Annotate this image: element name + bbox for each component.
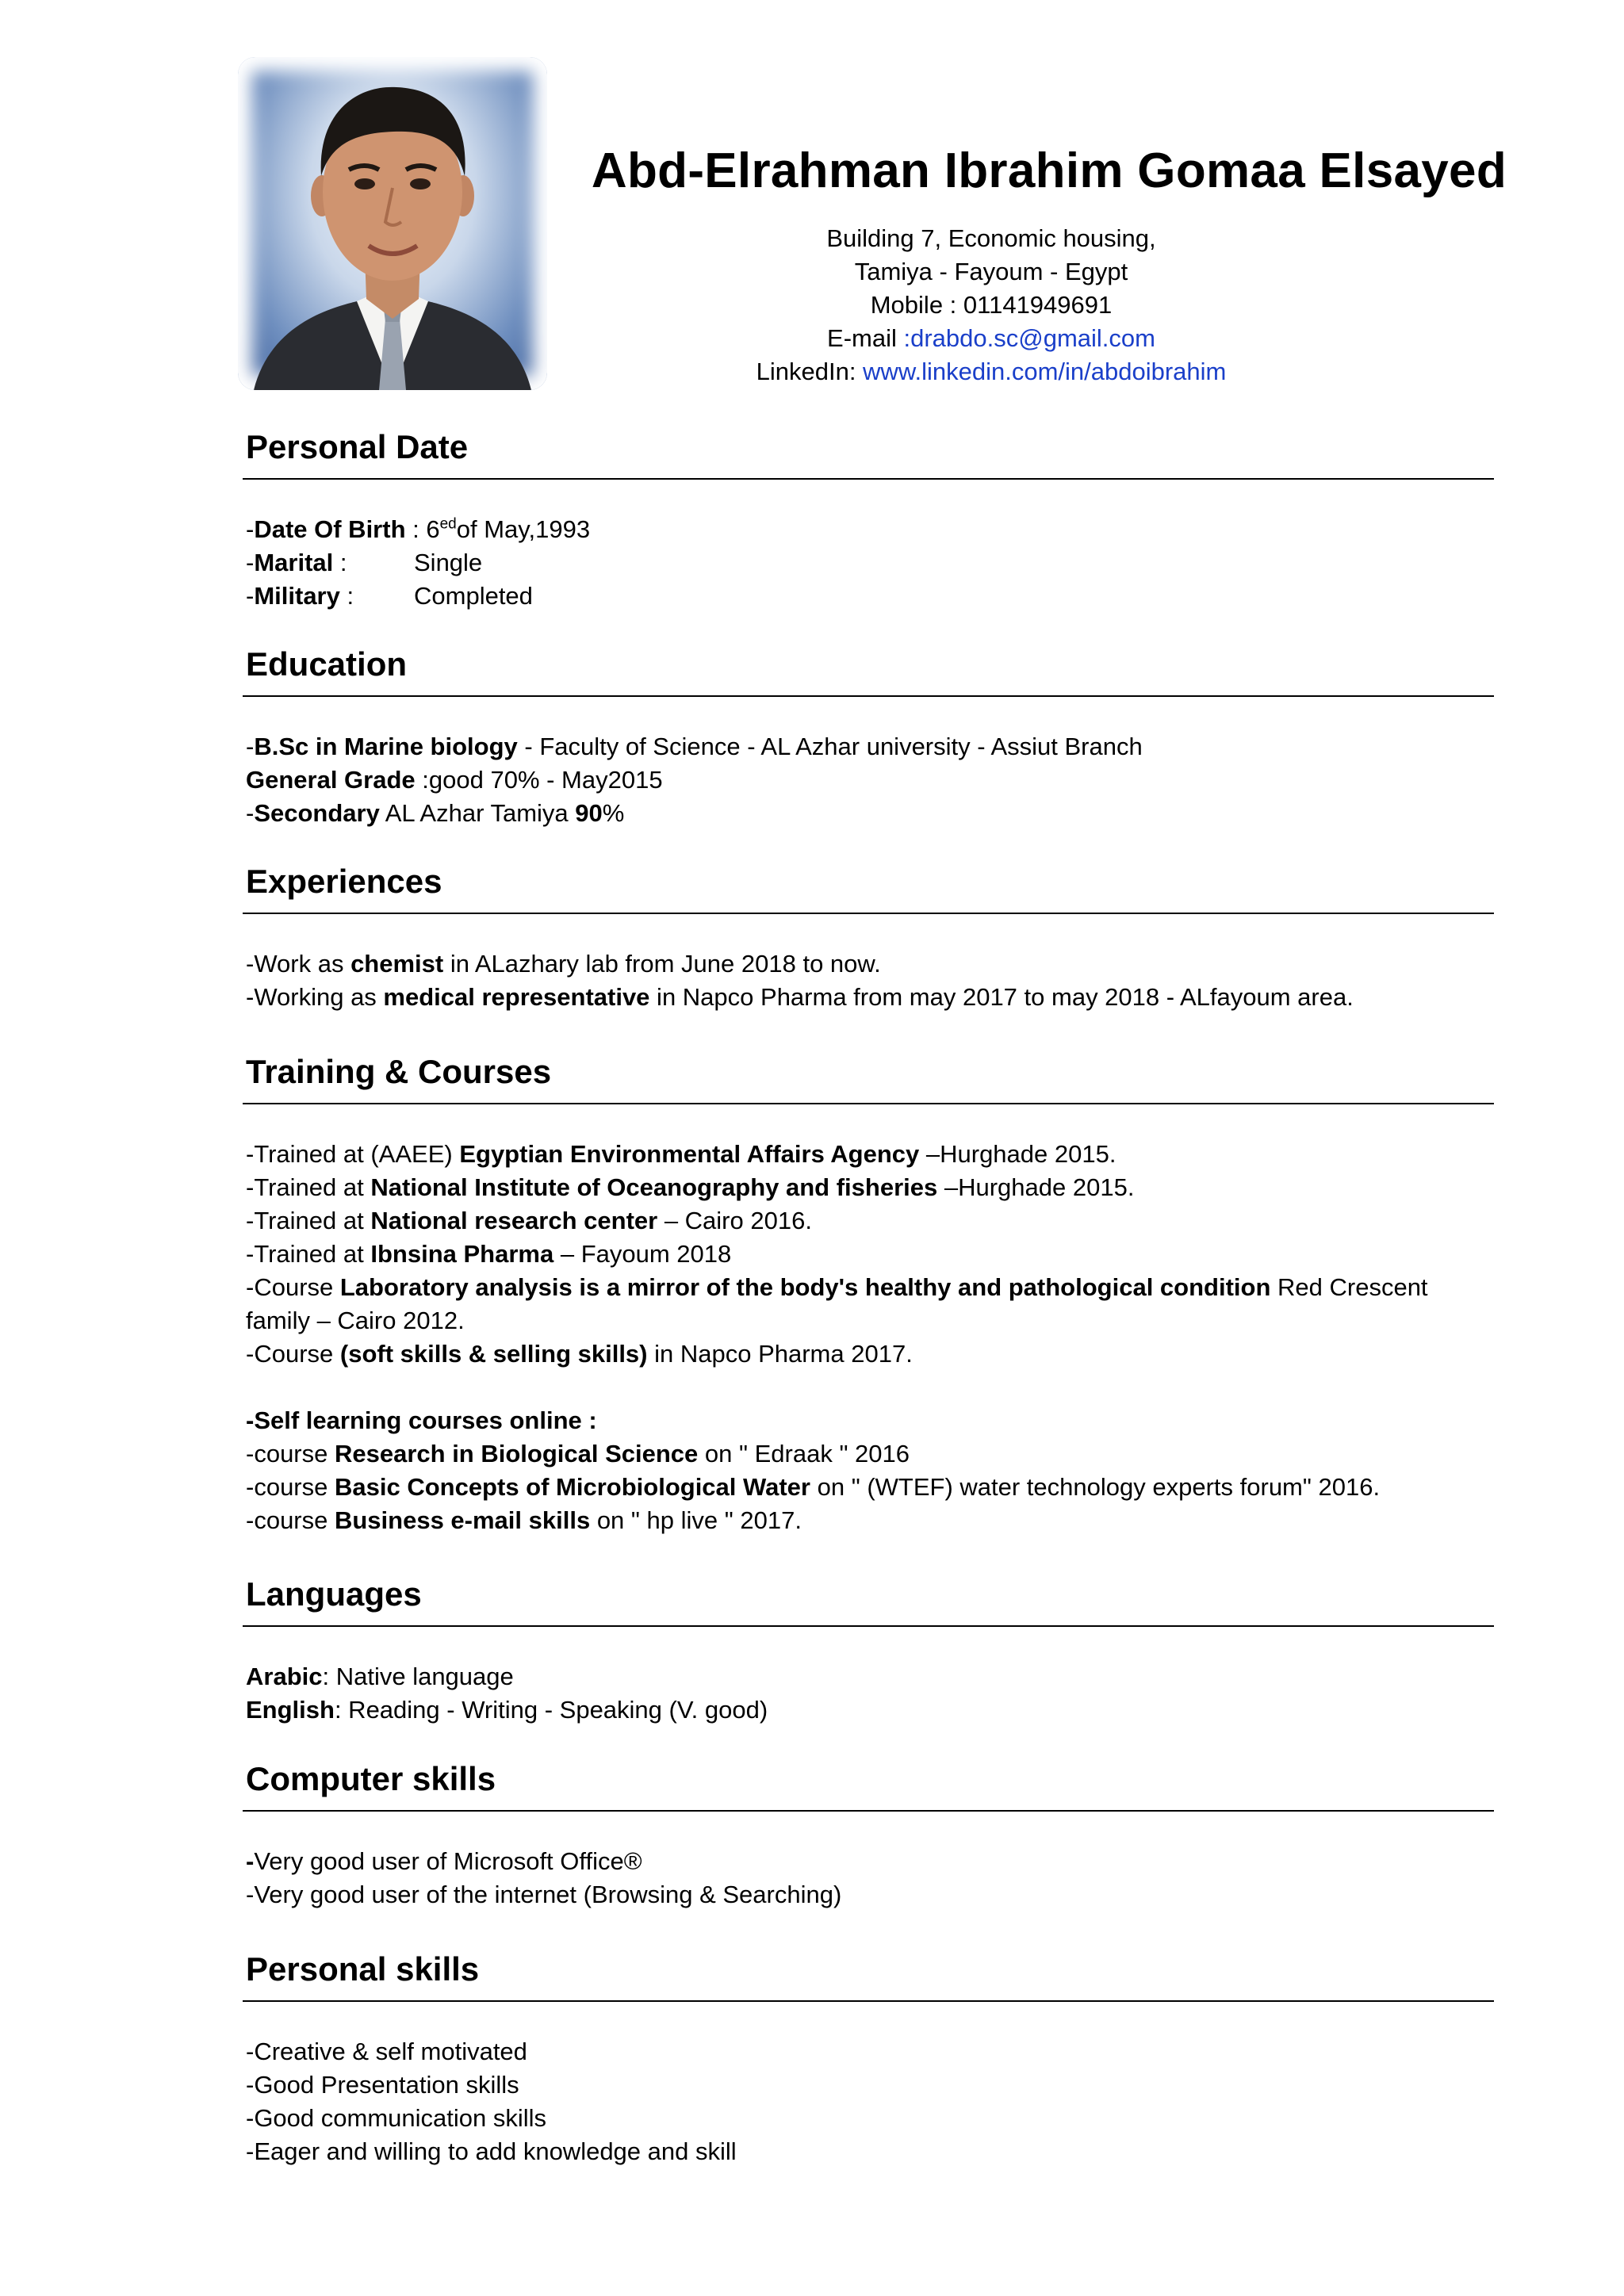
linkedin-label: LinkedIn: bbox=[756, 358, 864, 385]
section-divider bbox=[243, 913, 1494, 914]
training-detail: –Hurghade 2015. bbox=[919, 1140, 1116, 1168]
personal-skill-item: -Good communication skills bbox=[246, 2104, 547, 2132]
bullet: - bbox=[246, 582, 255, 610]
section-body bbox=[243, 1845, 1494, 1911]
section-experiences bbox=[243, 857, 1494, 1014]
section-divider bbox=[243, 1103, 1494, 1104]
training-detail: Red Crescent family – Cairo 2012. bbox=[246, 1273, 1428, 1334]
course-name: Business e-mail skills bbox=[334, 1506, 591, 1534]
course-prefix: -course bbox=[246, 1440, 335, 1468]
section-personal-skills bbox=[243, 1945, 1494, 2168]
course-detail: on " hp live " 2017. bbox=[590, 1506, 802, 1534]
military-label-cell bbox=[246, 580, 414, 613]
section-training-courses bbox=[243, 1047, 1494, 1537]
address-line-2: Tamiya - Fayoum - Egypt bbox=[854, 258, 1128, 285]
bullet: - bbox=[246, 799, 255, 827]
military-value: Completed bbox=[414, 582, 533, 610]
training-prefix: -Course bbox=[246, 1340, 340, 1368]
computer-skill-item: -Very good user of the internet (Browsing & Searching) bbox=[246, 1881, 842, 1908]
personal-skill-item: -Creative & self motivated bbox=[246, 2038, 527, 2065]
training-item bbox=[246, 1271, 1494, 1337]
training-detail: – Fayoum 2018 bbox=[553, 1240, 732, 1268]
section-education bbox=[243, 640, 1494, 830]
section-divider bbox=[243, 1810, 1494, 1812]
secondary-school: AL Azhar Tamiya bbox=[379, 799, 576, 827]
section-languages bbox=[243, 1570, 1494, 1727]
marital-label: Marital bbox=[254, 549, 334, 576]
section-title: Training & Courses bbox=[246, 1053, 552, 1090]
bullet: - bbox=[246, 549, 255, 576]
training-prefix: -Trained at (AAEE) bbox=[246, 1140, 460, 1168]
training-item bbox=[246, 1337, 1494, 1371]
grade-value: :good 70% - May2015 bbox=[415, 766, 663, 794]
course-name: Laboratory analysis is a mirror of the body's healthy and pathological condition bbox=[339, 1273, 1271, 1301]
section-body bbox=[243, 947, 1494, 1014]
course-name: Research in Biological Science bbox=[334, 1440, 699, 1468]
bullet: - bbox=[246, 733, 255, 760]
military-label: Military bbox=[254, 582, 340, 610]
dob-suffix: ed bbox=[439, 515, 457, 533]
online-courses-title: -Self learning courses online : bbox=[246, 1406, 597, 1434]
training-detail: in Napco Pharma 2017. bbox=[647, 1340, 913, 1368]
mobile-number: 01141949691 bbox=[963, 291, 1113, 319]
training-org: National research center bbox=[370, 1207, 658, 1234]
online-course-item bbox=[246, 1471, 1494, 1504]
course-detail: on " (WTEF) water technology experts forum" 2016. bbox=[810, 1473, 1381, 1501]
marital-label-cell bbox=[246, 546, 414, 580]
course-name: (soft skills & selling skills) bbox=[339, 1340, 648, 1368]
course-prefix: -course bbox=[246, 1506, 335, 1534]
course-name: Basic Concepts of Microbiological Water bbox=[334, 1473, 810, 1501]
course-prefix: -course bbox=[246, 1473, 335, 1501]
degree-institution: - Faculty of Science - AL Azhar university - Assiut Branch bbox=[517, 733, 1143, 760]
education-grade bbox=[246, 763, 1494, 797]
linkedin-line bbox=[674, 355, 1308, 388]
experience-detail: in ALazhary lab from June 2018 to now. bbox=[443, 950, 881, 978]
training-detail: – Cairo 2016. bbox=[657, 1207, 812, 1234]
language-level: : Reading - Writing - Speaking (V. good) bbox=[334, 1696, 768, 1724]
computer-skill-item bbox=[246, 1845, 1494, 1878]
training-org: Ibnsina Pharma bbox=[370, 1240, 554, 1268]
address-line-1: Building 7, Economic housing, bbox=[826, 224, 1156, 252]
section-computer-skills bbox=[243, 1755, 1494, 1911]
language-item bbox=[246, 1693, 1494, 1727]
training-prefix: -Course bbox=[246, 1273, 340, 1301]
email-link[interactable]: :drabdo.sc@gmail.com bbox=[903, 324, 1155, 352]
section-divider bbox=[243, 478, 1494, 480]
language-level: : Native language bbox=[322, 1663, 514, 1690]
section-divider bbox=[243, 2000, 1494, 2002]
training-detail: –Hurghade 2015. bbox=[937, 1173, 1135, 1201]
contact-block bbox=[674, 222, 1308, 388]
secondary-score: 90 bbox=[575, 799, 603, 827]
personal-skill-item: -Good Presentation skills bbox=[246, 2071, 519, 2099]
section-body bbox=[243, 1138, 1494, 1537]
section-body bbox=[243, 513, 1494, 613]
photo-frame bbox=[238, 57, 547, 390]
bullet: - bbox=[246, 1847, 255, 1875]
section-title: Computer skills bbox=[246, 1760, 496, 1797]
section-body bbox=[243, 2035, 1494, 2168]
experience-detail: in Napco Pharma from may 2017 to may 2018 - ALfayoum area. bbox=[649, 983, 1354, 1011]
online-course-item bbox=[246, 1437, 1494, 1471]
training-item bbox=[246, 1171, 1494, 1204]
training-prefix: -Trained at bbox=[246, 1173, 371, 1201]
training-item bbox=[246, 1138, 1494, 1171]
section-title: Languages bbox=[246, 1575, 422, 1613]
person-portrait-icon bbox=[238, 57, 547, 390]
mobile-label: Mobile : bbox=[870, 291, 963, 319]
training-org: Egyptian Environmental Affairs Agency bbox=[459, 1140, 920, 1168]
education-degree bbox=[246, 730, 1494, 763]
dob-rest: of May,1993 bbox=[456, 515, 591, 543]
section-body bbox=[243, 1660, 1494, 1727]
email-label: E-mail bbox=[827, 324, 904, 352]
section-personal-date bbox=[243, 423, 1494, 613]
email-line bbox=[674, 322, 1308, 355]
section-title: Experiences bbox=[246, 863, 442, 900]
dob-day: : 6 bbox=[405, 515, 440, 543]
profile-photo bbox=[238, 57, 547, 390]
percent-sign: % bbox=[602, 799, 625, 827]
language-item bbox=[246, 1660, 1494, 1693]
dob-label: Date Of Birth bbox=[254, 515, 406, 543]
separator: : bbox=[333, 549, 347, 576]
experience-item bbox=[246, 981, 1494, 1014]
section-title: Personal skills bbox=[246, 1950, 480, 1988]
secondary-label: Secondary bbox=[254, 799, 380, 827]
separator: : bbox=[339, 582, 354, 610]
skill-text: Very good user of Microsoft Office® bbox=[254, 1847, 642, 1875]
bullet: - bbox=[246, 515, 255, 543]
section-title: Personal Date bbox=[246, 428, 469, 465]
training-prefix: -Trained at bbox=[246, 1240, 371, 1268]
experience-prefix: -Working as bbox=[246, 983, 384, 1011]
training-item bbox=[246, 1238, 1494, 1271]
spacer bbox=[246, 1371, 1494, 1404]
experience-prefix: -Work as bbox=[246, 950, 351, 978]
section-title: Education bbox=[246, 645, 408, 683]
section-divider bbox=[243, 695, 1494, 697]
linkedin-link[interactable]: www.linkedin.com/in/abdoibrahim bbox=[863, 358, 1227, 385]
military-status bbox=[246, 580, 1494, 613]
language-name: English bbox=[246, 1696, 335, 1724]
online-courses-heading bbox=[246, 1404, 1494, 1437]
personal-skill-item: -Eager and willing to add knowledge and skill bbox=[246, 2137, 737, 2165]
training-item bbox=[246, 1204, 1494, 1238]
candidate-name: Abd-Elrahman Ibrahim Gomaa Elsayed bbox=[591, 144, 1507, 198]
experience-role: chemist bbox=[350, 950, 444, 978]
degree-name: B.Sc in Marine biology bbox=[254, 733, 518, 760]
marital-status bbox=[246, 546, 1494, 580]
language-name: Arabic bbox=[246, 1663, 323, 1690]
education-secondary bbox=[246, 797, 1494, 830]
marital-value: Single bbox=[414, 549, 483, 576]
section-divider bbox=[243, 1625, 1494, 1627]
date-of-birth bbox=[246, 513, 1494, 546]
training-prefix: -Trained at bbox=[246, 1207, 371, 1234]
grade-label: General Grade bbox=[246, 766, 416, 794]
training-org: National Institute of Oceanography and fisheries bbox=[370, 1173, 938, 1201]
mobile-line bbox=[674, 289, 1308, 322]
experience-role: medical representative bbox=[383, 983, 650, 1011]
experience-item bbox=[246, 947, 1494, 981]
course-detail: on " Edraak " 2016 bbox=[698, 1440, 910, 1468]
online-course-item bbox=[246, 1504, 1494, 1537]
section-body bbox=[243, 730, 1494, 830]
